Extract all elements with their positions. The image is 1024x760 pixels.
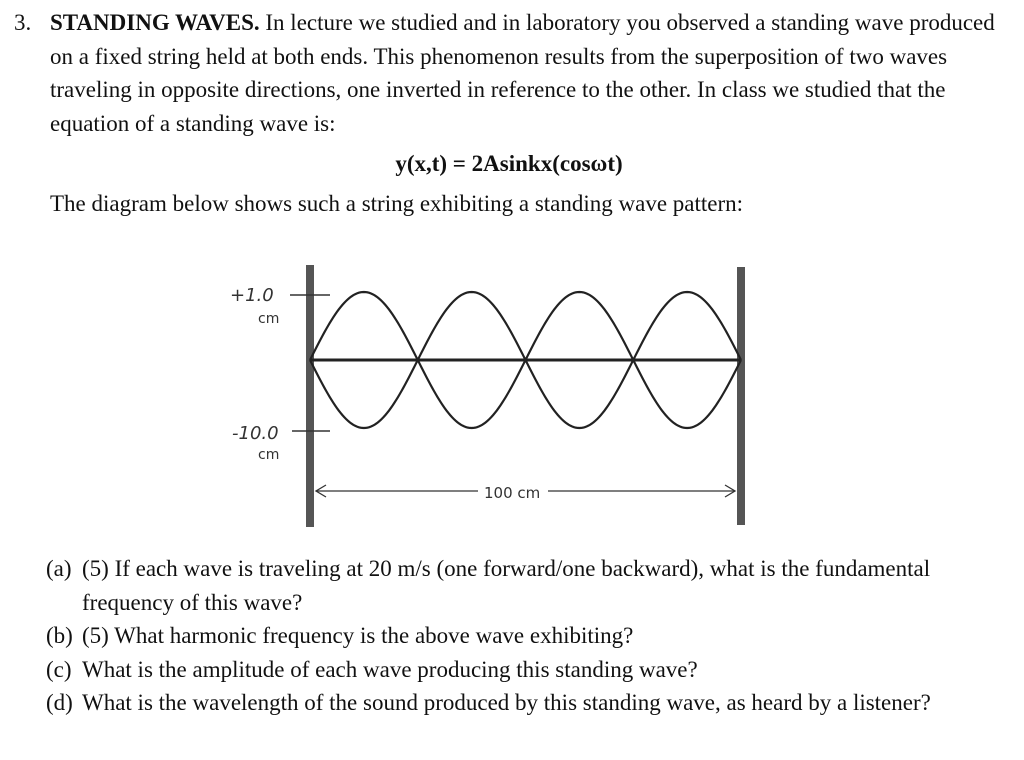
question-d (46, 686, 1006, 720)
string-length-label: 100 cm (484, 484, 541, 502)
top-amplitude-value: +1.0 (230, 285, 274, 306)
standing-wave-equation: y(x,t) = 2Asinkx(cosωt) (395, 151, 623, 176)
question-a-text: (5) If each wave is traveling at 20 m/s (one forward/one backward), what is the fundamental frequency of this wave? (82, 556, 931, 615)
bottom-amplitude-value: -10.0 (232, 423, 279, 444)
question-c-label: (c) (46, 656, 72, 682)
left-support-post (306, 265, 314, 527)
problem-intro: In lecture we studied and in laboratory you observed a standing wave produced on a fixed string held at both ends. This phenomenon results from the superposition of two waves traveling in opposite directions, one inverted in reference to the other. In class we studied that the equation of a standing wave is: (50, 10, 995, 136)
problem-paragraph (14, 6, 1004, 140)
problem-number: 3. (14, 10, 32, 35)
question-a (46, 552, 1006, 619)
top-amplitude-unit: cm (258, 311, 280, 327)
bottom-amplitude-unit: cm (258, 447, 280, 463)
question-b-text: (5) What harmonic frequency is the above wave exhibiting? (82, 623, 634, 648)
question-c (46, 653, 1006, 687)
question-b-label: (b) (46, 623, 73, 648)
right-support-post (737, 267, 745, 525)
questions-list (46, 552, 1006, 720)
diagram-intro: The diagram below shows such a string exhibiting a standing wave pattern: (50, 190, 744, 216)
wave-envelope-upper (310, 292, 741, 360)
problem-3 (14, 6, 1004, 220)
question-a-label: (a) (46, 556, 72, 581)
question-d-text: What is the wavelength of the sound produced by this standing wave, as heard by a listener? (82, 690, 931, 715)
question-c-text: What is the amplitude of each wave producing this standing wave? (82, 656, 698, 682)
standing-wave-diagram (0, 255, 1024, 545)
question-b (46, 619, 1006, 653)
question-d-label: (d) (46, 690, 73, 715)
problem-title: STANDING WAVES. (50, 10, 260, 35)
wave-envelope-lower (310, 360, 741, 428)
